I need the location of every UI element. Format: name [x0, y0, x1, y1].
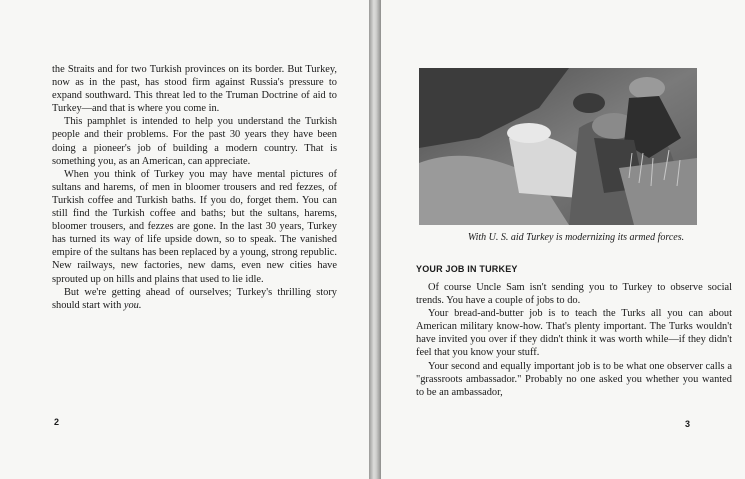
right-page-body	[416, 281, 732, 399]
left-paragraph-4-emphasis: you.	[123, 299, 142, 311]
left-paragraph-3: When you think of Turkey you may have mental pictures of sultans and harems, of men in bloomer trousers and red fezzes, of Turkish coffee and Turkish baths. If you do, forget them. You can still find the Turkish coffee and baths; but the sultans, harems, bloomer trousers, and fezzes are gone. In the last 30 years, Turkey has turned its way of life upside down, so to speak. The vanished empire of the sultans has been replaced by a young, strong republic. New railways, new factories, new dams, even new cities have sprouted up on hills and plains that used to lie idle.	[52, 168, 337, 285]
left-paragraph-2: This pamphlet is intended to help you understand the Turkish people and their problems. For the past 30 years they have been doing a pioneer's job of building a modern country. That is something you, as an American, can appreciate.	[52, 116, 337, 167]
left-paragraph-4-text: But we're getting ahead of ourselves; Turkey's thrilling story should start with	[52, 286, 337, 311]
page-number-left: 2	[54, 417, 60, 427]
left-page-body	[52, 63, 337, 312]
left-paragraph-1: the Straits and for two Turkish provinces on its border. But Turkey, now as in the past, has stood firm against Russia's pressure to expand southward. This threat led to the Truman Doctrine of aid to Turkey—and that is where you come in.	[52, 64, 337, 115]
right-paragraph-1: Of course Uncle Sam isn't sending you to Turkey to observe social trends. You have a couple of jobs to do.	[416, 282, 732, 307]
page-number-right: 3	[685, 419, 691, 429]
book-gutter	[369, 0, 381, 479]
soldiers-photo-image	[419, 68, 697, 225]
right-page	[381, 0, 745, 479]
soldiers-photo	[419, 68, 697, 225]
left-page	[0, 0, 369, 479]
section-heading: YOUR JOB IN TURKEY	[416, 264, 518, 274]
right-paragraph-3: Your second and equally important job is to be what one observer calls a "grassroots ambassador." Probably no one asked you whether you wanted to be an ambassador,	[416, 360, 732, 398]
photo-caption: With U. S. aid Turkey is modernizing its armed forces.	[467, 232, 685, 243]
right-paragraph-2: Your bread-and-butter job is to teach the Turks all you can about American military know-how. That's plenty important. The Turks wouldn't have invited you over if they didn't think it was worth while—if they didn't feel that you know your stuff.	[416, 308, 732, 359]
left-paragraph-4	[52, 286, 337, 312]
